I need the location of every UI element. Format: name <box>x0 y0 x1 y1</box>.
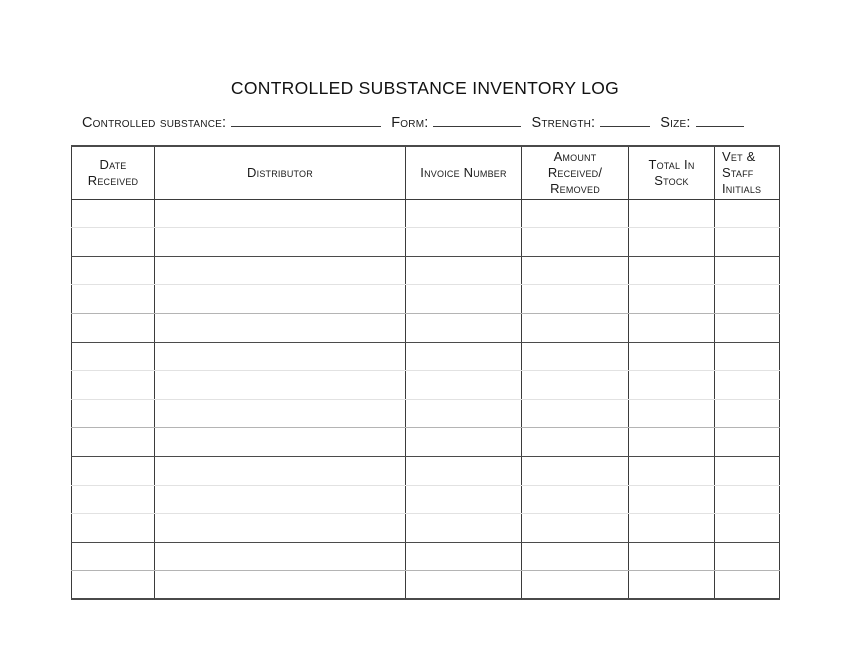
column-header-line: Staff <box>722 164 754 180</box>
cell-date_received[interactable] <box>72 371 155 400</box>
cell-date_received[interactable] <box>72 228 155 257</box>
cell-invoice_number[interactable] <box>406 313 522 342</box>
cell-total_in_stock[interactable] <box>629 199 715 228</box>
cell-vet_initials[interactable] <box>715 485 780 514</box>
table-row <box>72 256 780 285</box>
cell-invoice_number[interactable] <box>406 371 522 400</box>
cell-date_received[interactable] <box>72 485 155 514</box>
cell-date_received[interactable] <box>72 542 155 571</box>
cell-date_received[interactable] <box>72 571 155 600</box>
cell-total_in_stock[interactable] <box>629 342 715 371</box>
cell-invoice_number[interactable] <box>406 514 522 543</box>
form-header-line <box>82 113 782 133</box>
cell-vet_initials[interactable] <box>715 571 780 600</box>
cell-amount[interactable] <box>522 399 629 428</box>
controlled-substance-label: Controlled substance: <box>82 115 227 131</box>
table-row <box>72 228 780 257</box>
strength-input[interactable] <box>600 113 650 127</box>
cell-date_received[interactable] <box>72 285 155 314</box>
cell-date_received[interactable] <box>72 199 155 228</box>
column-header-line: Date <box>99 156 127 172</box>
column-header-line: Vet & <box>722 149 756 164</box>
cell-total_in_stock[interactable] <box>629 285 715 314</box>
cell-amount[interactable] <box>522 514 629 543</box>
cell-amount[interactable] <box>522 428 629 457</box>
table-row <box>72 571 780 600</box>
table-row <box>72 285 780 314</box>
cell-invoice_number[interactable] <box>406 571 522 600</box>
cell-vet_initials[interactable] <box>715 342 780 371</box>
table-row <box>72 313 780 342</box>
cell-invoice_number[interactable] <box>406 428 522 457</box>
cell-amount[interactable] <box>522 456 629 485</box>
cell-invoice_number[interactable] <box>406 542 522 571</box>
cell-distributor[interactable] <box>155 313 406 342</box>
table-row <box>72 428 780 457</box>
cell-total_in_stock[interactable] <box>629 313 715 342</box>
cell-total_in_stock[interactable] <box>629 399 715 428</box>
table-row <box>72 371 780 400</box>
cell-amount[interactable] <box>522 542 629 571</box>
form-label: Form: <box>391 115 429 131</box>
column-header-line: Invoice Number <box>420 164 507 180</box>
column-header-vet_initials <box>715 146 780 199</box>
cell-distributor[interactable] <box>155 428 406 457</box>
cell-vet_initials[interactable] <box>715 428 780 457</box>
table-row <box>72 514 780 543</box>
cell-invoice_number[interactable] <box>406 199 522 228</box>
cell-amount[interactable] <box>522 285 629 314</box>
cell-invoice_number[interactable] <box>406 285 522 314</box>
size-input[interactable] <box>696 113 744 127</box>
cell-distributor[interactable] <box>155 256 406 285</box>
cell-total_in_stock[interactable] <box>629 571 715 600</box>
column-header-line: Stock <box>654 172 689 188</box>
table-row <box>72 542 780 571</box>
cell-vet_initials[interactable] <box>715 228 780 257</box>
cell-distributor[interactable] <box>155 342 406 371</box>
column-header-date_received <box>72 146 155 199</box>
table-header-row <box>72 146 780 199</box>
cell-amount[interactable] <box>522 342 629 371</box>
column-header-line: Received <box>87 172 139 188</box>
cell-distributor[interactable] <box>155 485 406 514</box>
cell-invoice_number[interactable] <box>406 399 522 428</box>
cell-distributor[interactable] <box>155 285 406 314</box>
column-header-line: Initials <box>722 180 762 196</box>
column-header-amount <box>522 146 629 199</box>
column-header-total_in_stock <box>629 146 715 199</box>
cell-vet_initials[interactable] <box>715 285 780 314</box>
table-row <box>72 342 780 371</box>
column-header-distributor <box>155 146 406 199</box>
cell-amount[interactable] <box>522 256 629 285</box>
cell-total_in_stock[interactable] <box>629 428 715 457</box>
cell-date_received[interactable] <box>72 256 155 285</box>
field-size <box>660 113 743 131</box>
cell-distributor[interactable] <box>155 399 406 428</box>
table-row <box>72 199 780 228</box>
cell-distributor[interactable] <box>155 371 406 400</box>
column-header-line: Total In <box>648 156 695 172</box>
column-header-line: Amount <box>553 149 597 164</box>
strength-label: Strength: <box>531 115 596 131</box>
cell-distributor[interactable] <box>155 571 406 600</box>
form-input[interactable] <box>433 113 521 127</box>
cell-vet_initials[interactable] <box>715 256 780 285</box>
cell-invoice_number[interactable] <box>406 456 522 485</box>
field-form <box>391 113 531 131</box>
cell-distributor[interactable] <box>155 542 406 571</box>
column-header-line: Received/ <box>547 164 603 180</box>
cell-amount[interactable] <box>522 228 629 257</box>
table-row <box>72 456 780 485</box>
cell-invoice_number[interactable] <box>406 342 522 371</box>
cell-vet_initials[interactable] <box>715 371 780 400</box>
cell-date_received[interactable] <box>72 399 155 428</box>
controlled-substance-input[interactable] <box>231 113 381 127</box>
cell-date_received[interactable] <box>72 428 155 457</box>
cell-invoice_number[interactable] <box>406 485 522 514</box>
cell-date_received[interactable] <box>72 313 155 342</box>
cell-vet_initials[interactable] <box>715 399 780 428</box>
cell-vet_initials[interactable] <box>715 199 780 228</box>
cell-amount[interactable] <box>522 571 629 600</box>
column-header-invoice_number <box>406 146 522 199</box>
table-row <box>72 399 780 428</box>
cell-total_in_stock[interactable] <box>629 514 715 543</box>
field-controlled-substance <box>82 113 391 131</box>
cell-vet_initials[interactable] <box>715 313 780 342</box>
cell-amount[interactable] <box>522 371 629 400</box>
cell-vet_initials[interactable] <box>715 514 780 543</box>
cell-invoice_number[interactable] <box>406 256 522 285</box>
size-label: Size: <box>660 115 691 131</box>
column-header-line: Distributor <box>247 164 313 180</box>
cell-date_received[interactable] <box>72 456 155 485</box>
cell-vet_initials[interactable] <box>715 542 780 571</box>
cell-vet_initials[interactable] <box>715 456 780 485</box>
table-body <box>72 199 780 599</box>
column-header-line: Removed <box>550 180 600 196</box>
field-strength <box>531 113 660 131</box>
cell-amount[interactable] <box>522 199 629 228</box>
cell-invoice_number[interactable] <box>406 228 522 257</box>
inventory-log-table <box>71 145 780 600</box>
table-header <box>72 146 780 199</box>
cell-distributor[interactable] <box>155 514 406 543</box>
page-title: CONTROLLED SUBSTANCE INVENTORY LOG <box>230 78 620 98</box>
cell-date_received[interactable] <box>72 514 155 543</box>
cell-total_in_stock[interactable] <box>629 542 715 571</box>
cell-distributor[interactable] <box>155 199 406 228</box>
cell-total_in_stock[interactable] <box>629 228 715 257</box>
cell-total_in_stock[interactable] <box>629 456 715 485</box>
cell-distributor[interactable] <box>155 456 406 485</box>
cell-distributor[interactable] <box>155 228 406 257</box>
cell-amount[interactable] <box>522 485 629 514</box>
cell-total_in_stock[interactable] <box>629 485 715 514</box>
cell-date_received[interactable] <box>72 342 155 371</box>
cell-total_in_stock[interactable] <box>629 371 715 400</box>
table-row <box>72 485 780 514</box>
cell-amount[interactable] <box>522 313 629 342</box>
cell-total_in_stock[interactable] <box>629 256 715 285</box>
